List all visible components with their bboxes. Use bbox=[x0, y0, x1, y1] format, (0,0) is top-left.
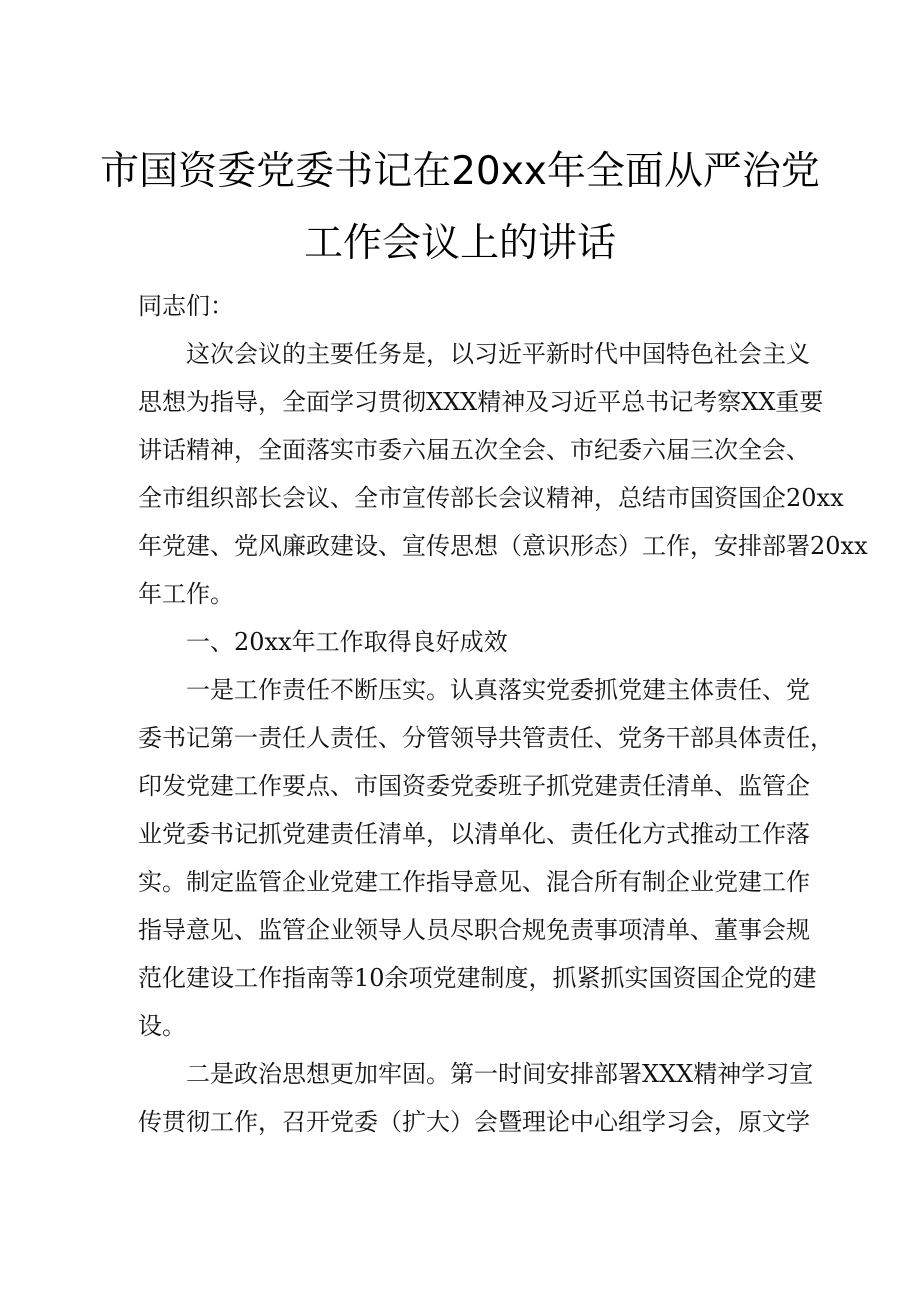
document-title-line-1: 市国资委党委书记在20xx年全面从严治党 bbox=[100, 149, 820, 194]
document-title-line-2: 工作会议上的讲话 bbox=[303, 221, 616, 266]
paragraph-line: 这次会议的主要任务是，以习近平新时代中国特色社会主义 bbox=[186, 340, 810, 368]
paragraph-line: 范化建设工作指南等10余项党建制度，抓紧抓实国资国企党的建 bbox=[138, 964, 817, 992]
paragraph-line: 讲话精神，全面落实市委六届五次全会、市纪委六届三次全会、 bbox=[138, 436, 810, 464]
paragraph-line: 委书记第一责任人责任、分管领导共管责任、党务干部具体责任， bbox=[138, 724, 834, 752]
paragraph-line: 全市组织部长会议、全市宣传部长会议精神，总结市国资国企20xx bbox=[138, 484, 844, 512]
paragraph-line: 年工作。 bbox=[138, 580, 234, 608]
greeting: 同志们： bbox=[138, 292, 234, 320]
paragraph-line: 指导意见、监管企业领导人员尽职合规免责事项清单、董事会规 bbox=[138, 916, 810, 944]
paragraph-line: 年党建、党风廉政建设、宣传思想（意识形态）工作，安排部署20xx bbox=[138, 532, 868, 560]
paragraph-line: 思想为指导，全面学习贯彻XXX精神及习近平总书记考察XX重要 bbox=[138, 388, 824, 416]
paragraph-line: 一是工作责任不断压实。认真落实党委抓党建主体责任、党 bbox=[186, 676, 810, 704]
paragraph-line: 二是政治思想更加牢固。第一时间安排部署XXX精神学习宣 bbox=[186, 1060, 814, 1088]
paragraph-line: 传贯彻工作，召开党委（扩大）会暨理论中心组学习会，原文学 bbox=[138, 1108, 810, 1136]
section-heading: 一、20xx年工作取得良好成效 bbox=[186, 628, 508, 656]
paragraph-line: 印发党建工作要点、市国资委党委班子抓党建责任清单、监管企 bbox=[138, 772, 810, 800]
paragraph-line: 业党委书记抓党建责任清单，以清单化、责任化方式推动工作落 bbox=[138, 820, 810, 848]
paragraph-line: 设。 bbox=[138, 1012, 186, 1040]
paragraph-line: 实。制定监管企业党建工作指导意见、混合所有制企业党建工作 bbox=[138, 868, 810, 896]
